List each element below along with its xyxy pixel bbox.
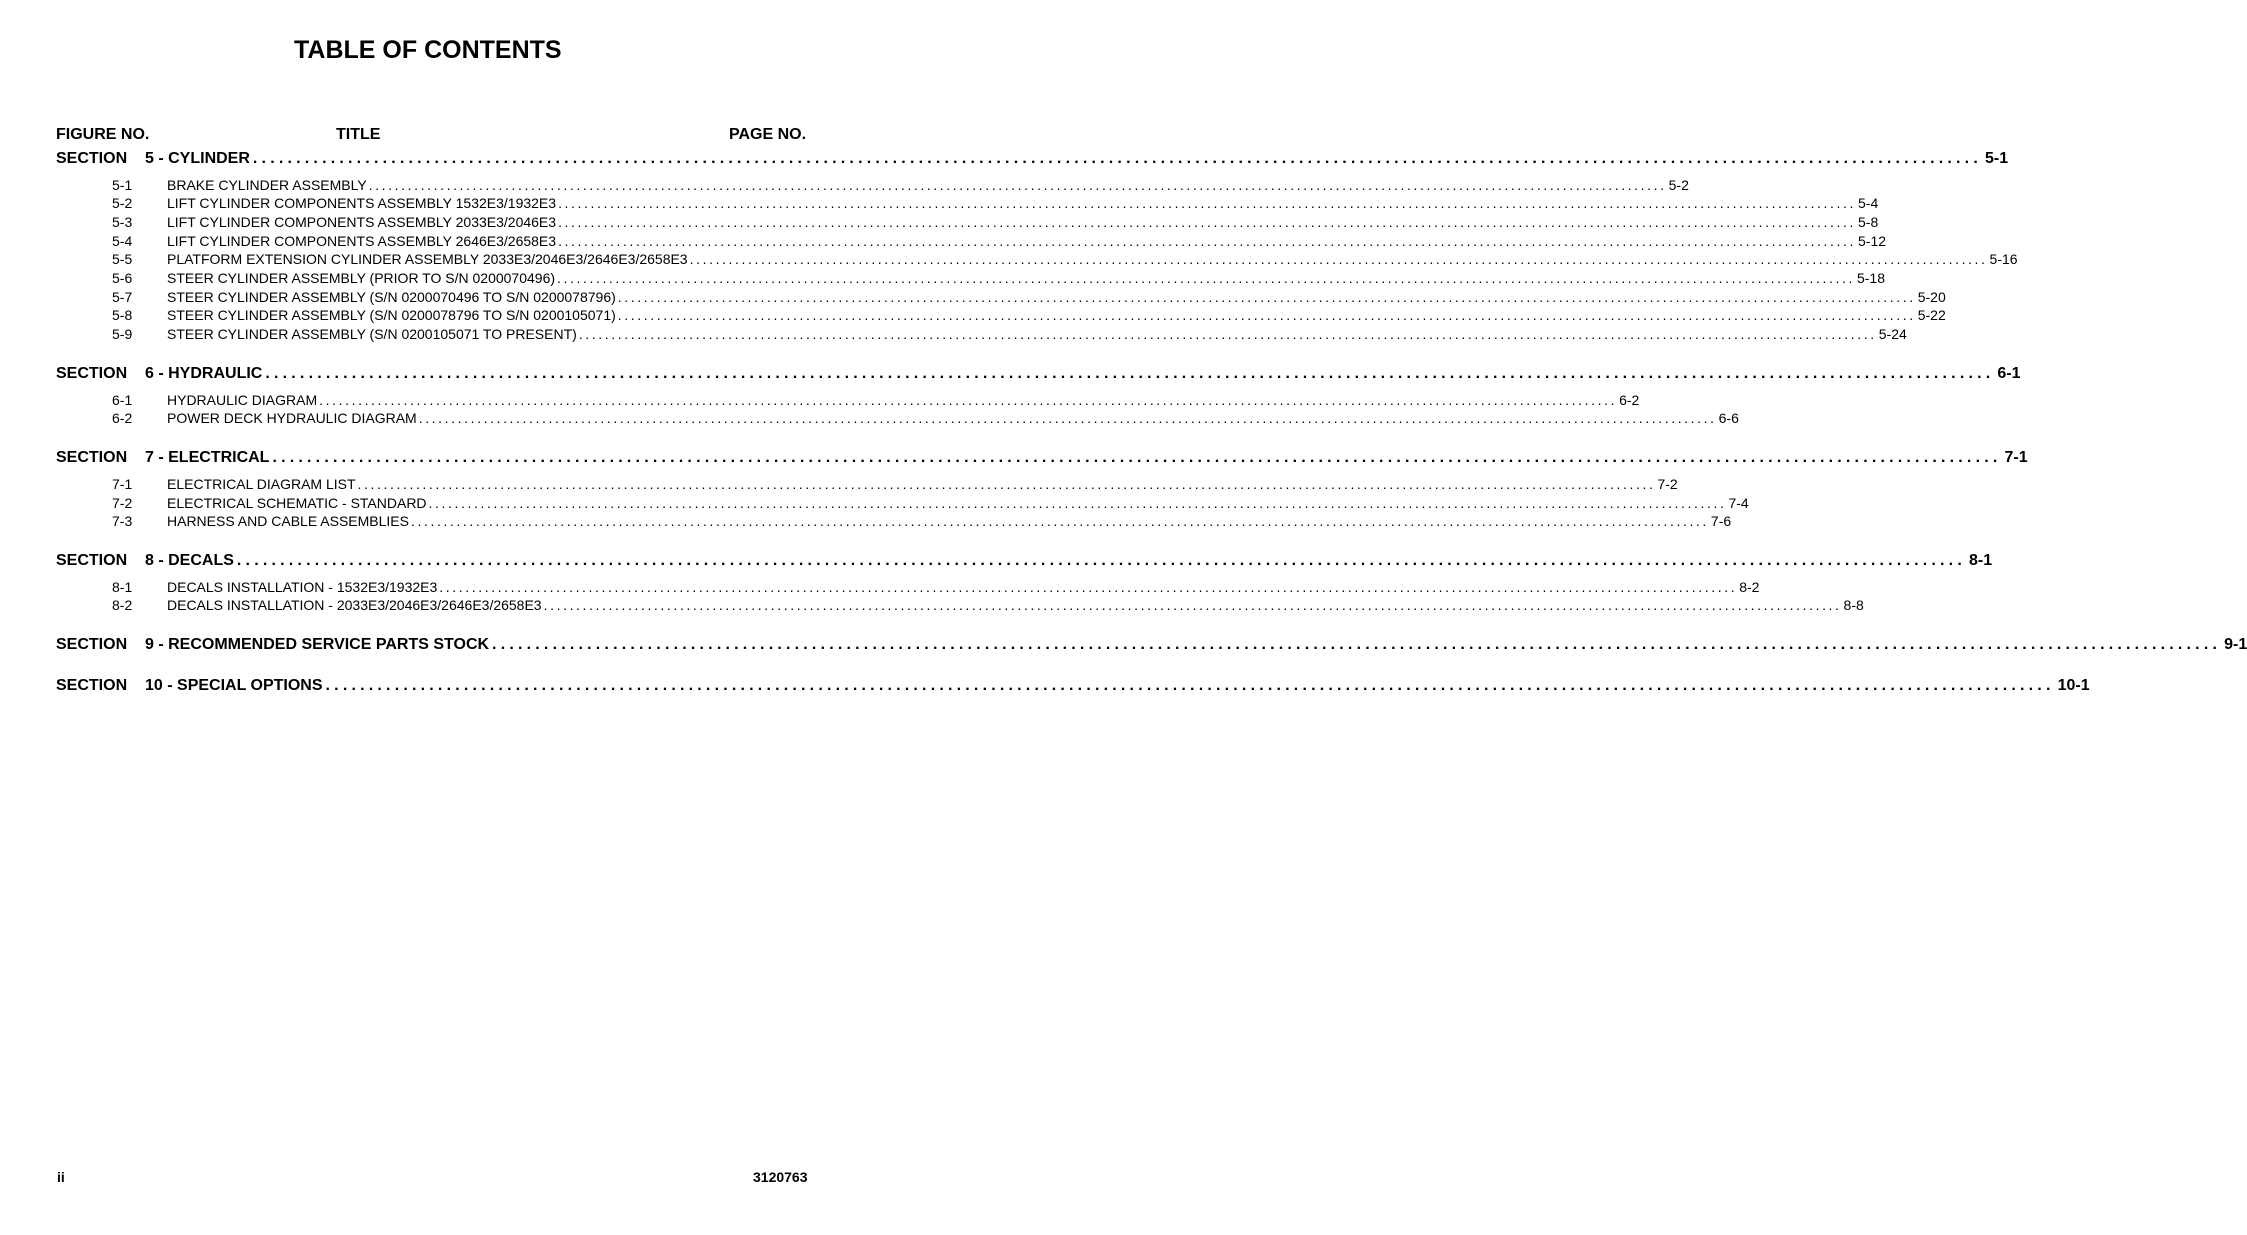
dot-leader: ........................................................................................................................................................................................................ bbox=[410, 513, 1709, 529]
section-word: SECTION bbox=[56, 552, 128, 569]
figure-title: ELECTRICAL DIAGRAM LIST bbox=[167, 476, 356, 492]
figure-number: 5-3 bbox=[112, 214, 133, 230]
dot-leader: ........................................................................................................................................................................................................ bbox=[319, 392, 1618, 408]
toc-figure-row[interactable] bbox=[112, 392, 1640, 408]
figure-number: 5-8 bbox=[112, 307, 133, 323]
figure-page: 5-2 bbox=[1668, 177, 1689, 193]
dot-leader: ........................................................................................................................................................................................................ bbox=[272, 449, 2002, 466]
figure-page: 5-20 bbox=[1917, 289, 1946, 305]
dot-leader: ........................................................................................................................................................................................................ bbox=[236, 552, 1966, 569]
figure-title: PLATFORM EXTENSION CYLINDER ASSEMBLY 2033E3/2046E3/2646E3/2658E3 bbox=[167, 251, 688, 267]
section-title: 10 - SPECIAL OPTIONS bbox=[145, 677, 323, 694]
toc-figure-row[interactable] bbox=[112, 495, 1749, 511]
toc-section-6[interactable] bbox=[56, 365, 2021, 383]
page-title: TABLE OF CONTENTS bbox=[294, 36, 562, 64]
toc-figure-row[interactable] bbox=[112, 307, 1946, 323]
section-word: SECTION bbox=[56, 365, 128, 382]
figure-page: 5-24 bbox=[1878, 326, 1907, 342]
toc-figure-row[interactable] bbox=[112, 410, 1739, 426]
figure-page: 7-4 bbox=[1728, 495, 1749, 511]
toc-section-5[interactable] bbox=[56, 150, 2009, 168]
toc-section-8[interactable] bbox=[56, 552, 1993, 570]
dot-leader: ........................................................................................................................................................................................................ bbox=[558, 233, 1856, 249]
dot-leader: ........................................................................................................................................................................................................ bbox=[492, 636, 2222, 653]
figure-number: 5-6 bbox=[112, 270, 133, 286]
toc-figure-row[interactable] bbox=[112, 195, 1879, 211]
section-page: 7-1 bbox=[2004, 449, 2028, 466]
figure-title: BRAKE CYLINDER ASSEMBLY bbox=[167, 177, 367, 193]
figure-page: 5-22 bbox=[1917, 307, 1946, 323]
figure-number: 7-2 bbox=[112, 495, 133, 511]
dot-leader: ........................................................................................................................................................................................................ bbox=[439, 579, 1738, 595]
figure-number: 5-4 bbox=[112, 233, 133, 249]
figure-page: 5-18 bbox=[1856, 270, 1885, 286]
figure-page: 6-2 bbox=[1619, 392, 1640, 408]
figure-title: STEER CYLINDER ASSEMBLY (S/N 0200078796 TO S/N 0200105071) bbox=[167, 307, 616, 323]
toc-section-7[interactable] bbox=[56, 449, 2028, 467]
dot-leader: ........................................................................................................................................................................................................ bbox=[689, 251, 1988, 267]
toc-figure-row[interactable] bbox=[112, 289, 1946, 305]
section-title: 7 - ELECTRICAL bbox=[145, 449, 270, 466]
dot-leader: ........................................................................................................................................................................................................ bbox=[617, 289, 1916, 305]
toc-figure-row[interactable] bbox=[112, 513, 1732, 529]
figure-page: 7-2 bbox=[1657, 476, 1678, 492]
figure-number: 7-3 bbox=[112, 513, 133, 529]
section-title: 6 - HYDRAULIC bbox=[145, 365, 263, 382]
toc-figure-row[interactable] bbox=[112, 233, 1887, 249]
dot-leader: ........................................................................................................................................................................................................ bbox=[368, 177, 1667, 193]
section-page: 6-1 bbox=[1997, 365, 2021, 382]
toc-figure-row[interactable] bbox=[112, 214, 1879, 230]
figure-number: 8-2 bbox=[112, 597, 133, 613]
dot-leader: ........................................................................................................................................................................................................ bbox=[578, 326, 1877, 342]
dot-leader: ........................................................................................................................................................................................................ bbox=[265, 365, 1995, 382]
figure-title: LIFT CYLINDER COMPONENTS ASSEMBLY 2646E3/2658E3 bbox=[167, 233, 557, 249]
dot-leader: ........................................................................................................................................................................................................ bbox=[558, 195, 1856, 211]
figure-title: POWER DECK HYDRAULIC DIAGRAM bbox=[167, 410, 417, 426]
figure-number: 5-2 bbox=[112, 195, 133, 211]
dot-leader: ........................................................................................................................................................................................................ bbox=[418, 410, 1717, 426]
toc-section-10[interactable] bbox=[56, 677, 2090, 695]
figure-title: ELECTRICAL SCHEMATIC - STANDARD bbox=[167, 495, 427, 511]
figure-page: 8-8 bbox=[1843, 597, 1864, 613]
toc-figure-row[interactable] bbox=[112, 251, 2018, 267]
toc-figure-row[interactable] bbox=[112, 579, 1760, 595]
column-header-figure: FIGURE NO. bbox=[56, 126, 150, 143]
figure-number: 5-7 bbox=[112, 289, 133, 305]
figure-page: 5-8 bbox=[1858, 214, 1879, 230]
column-header-page: PAGE NO. bbox=[729, 126, 807, 143]
figure-title: LIFT CYLINDER COMPONENTS ASSEMBLY 1532E3/1932E3 bbox=[167, 195, 557, 211]
figure-number: 5-1 bbox=[112, 177, 133, 193]
section-word: SECTION bbox=[56, 636, 128, 653]
figure-title: STEER CYLINDER ASSEMBLY (S/N 0200070496 TO S/N 0200078796) bbox=[167, 289, 616, 305]
toc-figure-row[interactable] bbox=[112, 597, 1864, 613]
figure-number: 8-1 bbox=[112, 579, 133, 595]
section-title: 5 - CYLINDER bbox=[145, 150, 250, 167]
toc-figure-row[interactable] bbox=[112, 270, 1885, 286]
figure-page: 5-4 bbox=[1858, 195, 1879, 211]
toc-figure-row[interactable] bbox=[112, 177, 1689, 193]
figure-title: HYDRAULIC DIAGRAM bbox=[167, 392, 318, 408]
toc-section-9[interactable] bbox=[56, 636, 2247, 654]
dot-leader: ........................................................................................................................................................................................................ bbox=[543, 597, 1842, 613]
figure-title: HARNESS AND CABLE ASSEMBLIES bbox=[167, 513, 409, 529]
figure-number: 5-9 bbox=[112, 326, 133, 342]
toc-figure-row[interactable] bbox=[112, 326, 1907, 342]
section-word: SECTION bbox=[56, 449, 128, 466]
figure-page: 6-6 bbox=[1718, 410, 1739, 426]
dot-leader: ........................................................................................................................................................................................................ bbox=[325, 677, 2055, 694]
dot-leader: ........................................................................................................................................................................................................ bbox=[617, 307, 1916, 323]
section-page: 8-1 bbox=[1968, 552, 1993, 569]
figure-number: 5-5 bbox=[112, 251, 133, 267]
dot-leader: ........................................................................................................................................................................................................ bbox=[558, 214, 1856, 230]
figure-title: STEER CYLINDER ASSEMBLY (PRIOR TO S/N 0200070496) bbox=[167, 270, 556, 286]
section-page: 9-1 bbox=[2224, 636, 2247, 653]
figure-title: DECALS INSTALLATION - 2033E3/2046E3/2646E3/2658E3 bbox=[167, 597, 542, 613]
section-page: 10-1 bbox=[2057, 677, 2090, 694]
figure-number: 7-1 bbox=[112, 476, 133, 492]
dot-leader: ........................................................................................................................................................................................................ bbox=[428, 495, 1727, 511]
section-title: 8 - DECALS bbox=[145, 552, 234, 569]
section-word: SECTION bbox=[56, 677, 128, 694]
figure-page: 7-6 bbox=[1710, 513, 1732, 529]
figure-title: LIFT CYLINDER COMPONENTS ASSEMBLY 2033E3/2046E3 bbox=[167, 214, 557, 230]
figure-page: 5-12 bbox=[1858, 233, 1887, 249]
section-page: 5-1 bbox=[1984, 150, 2009, 167]
dot-leader: ........................................................................................................................................................................................................ bbox=[357, 476, 1656, 492]
section-word: SECTION bbox=[56, 150, 128, 167]
figure-title: STEER CYLINDER ASSEMBLY (S/N 0200105071 TO PRESENT) bbox=[167, 326, 577, 342]
toc-figure-row[interactable] bbox=[112, 476, 1678, 492]
figure-number: 6-2 bbox=[112, 410, 133, 426]
figure-title: DECALS INSTALLATION - 1532E3/1932E3 bbox=[167, 579, 438, 595]
section-title: 9 - RECOMMENDED SERVICE PARTS STOCK bbox=[145, 636, 490, 653]
footer-page-number: ii bbox=[57, 1169, 65, 1185]
figure-number: 6-1 bbox=[112, 392, 133, 408]
dot-leader: ........................................................................................................................................................................................................ bbox=[557, 270, 1855, 286]
figure-page: 5-16 bbox=[1989, 251, 2018, 267]
dot-leader: ........................................................................................................................................................................................................ bbox=[252, 150, 1982, 167]
column-header-title: TITLE bbox=[336, 126, 381, 143]
footer-document-number: 3120763 bbox=[753, 1169, 808, 1185]
figure-page: 8-2 bbox=[1739, 579, 1760, 595]
